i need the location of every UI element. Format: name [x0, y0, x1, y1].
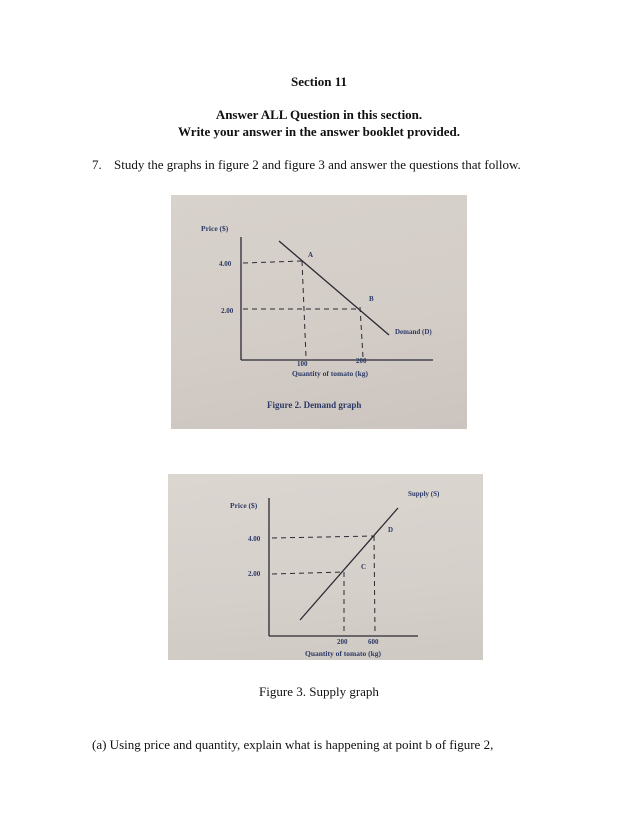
point-c-label: C [361, 563, 367, 571]
supply-curve [300, 508, 398, 620]
x-axis-label: Quantity of tomato (kg) [305, 649, 382, 658]
dashed-guide-qty-200 [360, 307, 363, 357]
figure-2-caption: Figure 2. Demand graph [267, 400, 362, 410]
x-axis-label: Quantity of tomato (kg) [292, 369, 369, 378]
instruction-line-1: Answer ALL Question in this section. [215, 107, 423, 122]
question-text: Study the graphs in figure 2 and figure 3 and answer the questions that follow. [114, 157, 521, 172]
point-a-label: A [308, 251, 314, 259]
demand-graph-svg [171, 195, 467, 429]
point-b-label: B [369, 295, 374, 303]
figure-3-caption: Figure 3. Supply graph [259, 684, 379, 699]
qty-tick-200: 200 [356, 357, 367, 365]
instruction-line-2: Write your answer in the answer booklet provided. [178, 124, 460, 139]
dashed-guide-price-4 [243, 261, 302, 263]
y-axis-label: Price ($) [230, 501, 258, 510]
price-tick-4: 4.00 [219, 260, 232, 268]
dashed-guide-price-2 [272, 572, 344, 574]
figure-2-demand-graph [171, 195, 467, 429]
question-number: 7. [92, 157, 102, 172]
price-tick-2: 2.00 [248, 570, 261, 578]
qty-tick-600: 600 [368, 638, 379, 646]
qty-tick-100: 100 [297, 360, 308, 368]
demand-curve [279, 241, 389, 335]
figure-3-supply-graph [168, 474, 483, 660]
point-d-label: D [388, 526, 394, 534]
supply-curve-label: Supply (S) [408, 490, 440, 498]
qty-tick-200: 200 [337, 638, 348, 646]
demand-curve-label: Demand (D) [395, 328, 432, 336]
dashed-guide-price-4 [272, 536, 374, 538]
price-tick-2: 2.00 [221, 307, 234, 315]
supply-graph-svg [168, 474, 483, 660]
dashed-guide-qty-600 [374, 536, 375, 634]
question-7 [92, 157, 521, 173]
price-tick-4: 4.00 [248, 535, 261, 543]
dashed-guide-qty-100 [302, 261, 306, 357]
section-title: Section 11 [291, 74, 347, 89]
y-axis-label: Price ($) [201, 224, 229, 233]
sub-question-a: (a) Using price and quantity, explain what is happening at point b of figure 2, [92, 737, 494, 752]
